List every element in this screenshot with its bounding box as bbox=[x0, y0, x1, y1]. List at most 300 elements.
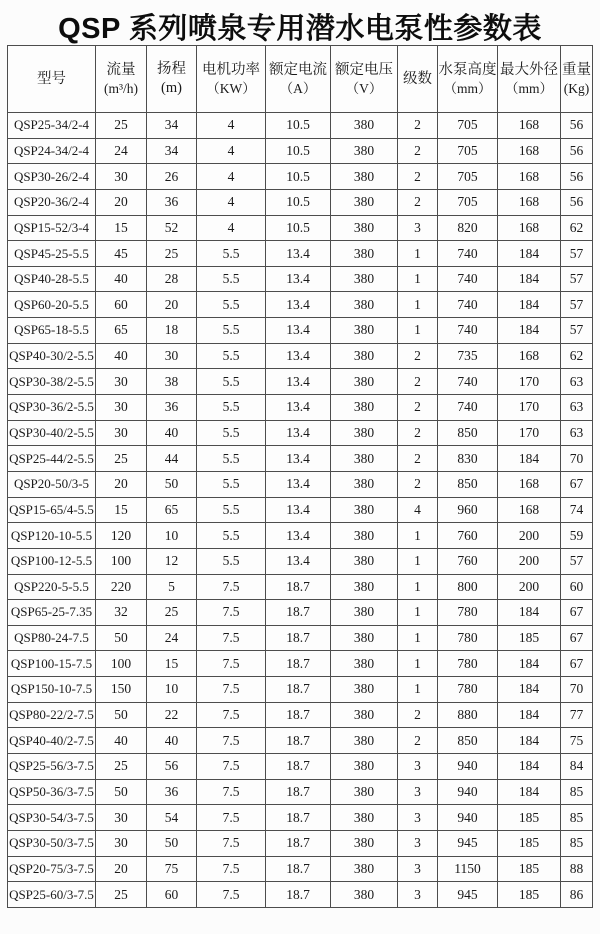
cell-flow: 25 bbox=[96, 446, 147, 472]
table-row bbox=[8, 241, 593, 267]
cell-stages: 1 bbox=[398, 600, 438, 626]
cell-head: 44 bbox=[147, 446, 197, 472]
cell-max-diameter: 184 bbox=[498, 292, 561, 318]
cell-pump-height: 740 bbox=[438, 318, 498, 344]
table-row bbox=[8, 292, 593, 318]
cell-flow: 50 bbox=[96, 625, 147, 651]
table-row bbox=[8, 625, 593, 651]
cell-motor-power: 7.5 bbox=[197, 779, 266, 805]
cell-motor-power: 5.5 bbox=[197, 446, 266, 472]
cell-max-diameter: 168 bbox=[498, 215, 561, 241]
cell-weight: 57 bbox=[561, 318, 593, 344]
cell-rated-voltage: 380 bbox=[331, 600, 398, 626]
column-header bbox=[438, 46, 498, 113]
cell-motor-power: 7.5 bbox=[197, 754, 266, 780]
cell-model: QSP120-10-5.5 bbox=[8, 523, 96, 549]
cell-max-diameter: 168 bbox=[498, 189, 561, 215]
cell-stages: 1 bbox=[398, 651, 438, 677]
cell-max-diameter: 168 bbox=[498, 138, 561, 164]
cell-flow: 120 bbox=[96, 523, 147, 549]
cell-rated-voltage: 380 bbox=[331, 446, 398, 472]
column-header-line2: （mm） bbox=[504, 80, 553, 96]
cell-max-diameter: 184 bbox=[498, 677, 561, 703]
cell-pump-height: 780 bbox=[438, 625, 498, 651]
table-row bbox=[8, 600, 593, 626]
cell-model: QSP220-5-5.5 bbox=[8, 574, 96, 600]
cell-pump-height: 940 bbox=[438, 754, 498, 780]
cell-max-diameter: 184 bbox=[498, 702, 561, 728]
cell-flow: 40 bbox=[96, 343, 147, 369]
table-row bbox=[8, 266, 593, 292]
cell-rated-current: 18.7 bbox=[266, 651, 331, 677]
cell-head: 36 bbox=[147, 779, 197, 805]
cell-max-diameter: 170 bbox=[498, 420, 561, 446]
cell-rated-current: 18.7 bbox=[266, 574, 331, 600]
cell-stages: 2 bbox=[398, 702, 438, 728]
cell-pump-height: 940 bbox=[438, 805, 498, 831]
cell-rated-voltage: 380 bbox=[331, 805, 398, 831]
page-title: QSP 系列喷泉专用潜水电泵性参数表 bbox=[58, 13, 542, 45]
cell-rated-voltage: 380 bbox=[331, 395, 398, 421]
cell-motor-power: 7.5 bbox=[197, 574, 266, 600]
cell-head: 34 bbox=[147, 113, 197, 139]
cell-rated-voltage: 380 bbox=[331, 369, 398, 395]
cell-weight: 56 bbox=[561, 189, 593, 215]
cell-model: QSP80-24-7.5 bbox=[8, 625, 96, 651]
cell-rated-voltage: 380 bbox=[331, 138, 398, 164]
cell-stages: 2 bbox=[398, 343, 438, 369]
cell-motor-power: 4 bbox=[197, 215, 266, 241]
cell-rated-voltage: 380 bbox=[331, 728, 398, 754]
column-header-line2: (Kg) bbox=[563, 80, 590, 96]
cell-model: QSP80-22/2-7.5 bbox=[8, 702, 96, 728]
table-row bbox=[8, 189, 593, 215]
cell-rated-voltage: 380 bbox=[331, 830, 398, 856]
cell-stages: 2 bbox=[398, 138, 438, 164]
cell-model: QSP65-25-7.35 bbox=[8, 600, 96, 626]
cell-rated-current: 18.7 bbox=[266, 728, 331, 754]
cell-stages: 3 bbox=[398, 856, 438, 882]
cell-pump-height: 830 bbox=[438, 446, 498, 472]
cell-stages: 3 bbox=[398, 882, 438, 908]
cell-head: 65 bbox=[147, 497, 197, 523]
cell-head: 54 bbox=[147, 805, 197, 831]
cell-head: 52 bbox=[147, 215, 197, 241]
cell-pump-height: 945 bbox=[438, 830, 498, 856]
cell-rated-voltage: 380 bbox=[331, 677, 398, 703]
cell-max-diameter: 200 bbox=[498, 523, 561, 549]
column-header bbox=[331, 46, 398, 113]
cell-flow: 24 bbox=[96, 138, 147, 164]
cell-pump-height: 760 bbox=[438, 548, 498, 574]
cell-weight: 75 bbox=[561, 728, 593, 754]
cell-weight: 84 bbox=[561, 754, 593, 780]
cell-flow: 40 bbox=[96, 728, 147, 754]
cell-rated-voltage: 380 bbox=[331, 420, 398, 446]
cell-rated-voltage: 380 bbox=[331, 318, 398, 344]
cell-flow: 45 bbox=[96, 241, 147, 267]
cell-pump-height: 800 bbox=[438, 574, 498, 600]
cell-model: QSP25-60/3-7.5 bbox=[8, 882, 96, 908]
cell-model: QSP30-40/2-5.5 bbox=[8, 420, 96, 446]
cell-pump-height: 780 bbox=[438, 651, 498, 677]
cell-weight: 62 bbox=[561, 215, 593, 241]
cell-max-diameter: 200 bbox=[498, 574, 561, 600]
cell-flow: 30 bbox=[96, 830, 147, 856]
cell-pump-height: 735 bbox=[438, 343, 498, 369]
cell-stages: 2 bbox=[398, 728, 438, 754]
cell-pump-height: 850 bbox=[438, 420, 498, 446]
cell-max-diameter: 168 bbox=[498, 113, 561, 139]
cell-max-diameter: 200 bbox=[498, 548, 561, 574]
table-row bbox=[8, 702, 593, 728]
cell-max-diameter: 185 bbox=[498, 830, 561, 856]
column-header-line2: (m³/h) bbox=[103, 80, 139, 96]
cell-motor-power: 4 bbox=[197, 164, 266, 190]
cell-weight: 67 bbox=[561, 471, 593, 497]
cell-flow: 40 bbox=[96, 266, 147, 292]
cell-flow: 65 bbox=[96, 318, 147, 344]
cell-model: QSP25-56/3-7.5 bbox=[8, 754, 96, 780]
cell-model: QSP50-36/3-7.5 bbox=[8, 779, 96, 805]
column-header-line1: 额定电流 bbox=[269, 61, 327, 78]
cell-stages: 4 bbox=[398, 497, 438, 523]
cell-stages: 1 bbox=[398, 548, 438, 574]
table-row bbox=[8, 574, 593, 600]
table-row bbox=[8, 779, 593, 805]
cell-rated-voltage: 380 bbox=[331, 471, 398, 497]
cell-stages: 1 bbox=[398, 523, 438, 549]
cell-rated-voltage: 380 bbox=[331, 651, 398, 677]
cell-head: 36 bbox=[147, 395, 197, 421]
table-body bbox=[8, 113, 593, 908]
cell-head: 50 bbox=[147, 830, 197, 856]
cell-head: 12 bbox=[147, 548, 197, 574]
cell-rated-current: 18.7 bbox=[266, 600, 331, 626]
cell-motor-power: 5.5 bbox=[197, 420, 266, 446]
cell-head: 60 bbox=[147, 882, 197, 908]
cell-weight: 57 bbox=[561, 292, 593, 318]
cell-max-diameter: 170 bbox=[498, 369, 561, 395]
cell-stages: 1 bbox=[398, 574, 438, 600]
cell-flow: 15 bbox=[96, 215, 147, 241]
cell-model: QSP100-15-7.5 bbox=[8, 651, 96, 677]
column-header bbox=[498, 46, 561, 113]
table-row bbox=[8, 113, 593, 139]
cell-motor-power: 5.5 bbox=[197, 548, 266, 574]
cell-rated-voltage: 380 bbox=[331, 113, 398, 139]
cell-model: QSP24-34/2-4 bbox=[8, 138, 96, 164]
cell-weight: 63 bbox=[561, 369, 593, 395]
column-header-line1: 重量 bbox=[562, 61, 591, 78]
cell-head: 26 bbox=[147, 164, 197, 190]
cell-head: 24 bbox=[147, 625, 197, 651]
column-header bbox=[398, 46, 438, 113]
table-row bbox=[8, 446, 593, 472]
cell-rated-voltage: 380 bbox=[331, 702, 398, 728]
cell-pump-height: 1150 bbox=[438, 856, 498, 882]
cell-motor-power: 7.5 bbox=[197, 600, 266, 626]
column-header-line1: 扬程(m) bbox=[157, 61, 186, 96]
cell-stages: 2 bbox=[398, 189, 438, 215]
cell-motor-power: 4 bbox=[197, 189, 266, 215]
cell-stages: 2 bbox=[398, 369, 438, 395]
cell-motor-power: 5.5 bbox=[197, 523, 266, 549]
column-header-line1: 水泵高度 bbox=[438, 61, 497, 78]
cell-rated-current: 10.5 bbox=[266, 164, 331, 190]
cell-max-diameter: 185 bbox=[498, 856, 561, 882]
cell-motor-power: 5.5 bbox=[197, 497, 266, 523]
table-row bbox=[8, 523, 593, 549]
column-header-line2: （V） bbox=[345, 80, 383, 96]
cell-flow: 30 bbox=[96, 164, 147, 190]
table-row bbox=[8, 754, 593, 780]
cell-pump-height: 780 bbox=[438, 677, 498, 703]
cell-weight: 62 bbox=[561, 343, 593, 369]
cell-rated-current: 10.5 bbox=[266, 215, 331, 241]
cell-motor-power: 5.5 bbox=[197, 343, 266, 369]
cell-rated-current: 10.5 bbox=[266, 113, 331, 139]
cell-stages: 1 bbox=[398, 625, 438, 651]
cell-weight: 77 bbox=[561, 702, 593, 728]
cell-pump-height: 960 bbox=[438, 497, 498, 523]
cell-max-diameter: 184 bbox=[498, 266, 561, 292]
cell-rated-voltage: 380 bbox=[331, 189, 398, 215]
cell-stages: 2 bbox=[398, 395, 438, 421]
cell-rated-voltage: 380 bbox=[331, 292, 398, 318]
cell-max-diameter: 184 bbox=[498, 651, 561, 677]
cell-max-diameter: 170 bbox=[498, 395, 561, 421]
cell-rated-voltage: 380 bbox=[331, 497, 398, 523]
cell-rated-current: 18.7 bbox=[266, 830, 331, 856]
cell-weight: 67 bbox=[561, 625, 593, 651]
cell-rated-current: 10.5 bbox=[266, 138, 331, 164]
cell-model: QSP30-54/3-7.5 bbox=[8, 805, 96, 831]
cell-weight: 63 bbox=[561, 395, 593, 421]
cell-rated-voltage: 380 bbox=[331, 343, 398, 369]
cell-head: 30 bbox=[147, 343, 197, 369]
cell-model: QSP25-44/2-5.5 bbox=[8, 446, 96, 472]
cell-rated-current: 18.7 bbox=[266, 625, 331, 651]
cell-flow: 100 bbox=[96, 548, 147, 574]
table-row bbox=[8, 343, 593, 369]
cell-motor-power: 5.5 bbox=[197, 395, 266, 421]
cell-stages: 1 bbox=[398, 677, 438, 703]
cell-max-diameter: 168 bbox=[498, 343, 561, 369]
cell-pump-height: 880 bbox=[438, 702, 498, 728]
cell-rated-current: 18.7 bbox=[266, 882, 331, 908]
cell-rated-voltage: 380 bbox=[331, 241, 398, 267]
cell-weight: 67 bbox=[561, 600, 593, 626]
cell-flow: 25 bbox=[96, 882, 147, 908]
cell-rated-voltage: 380 bbox=[331, 574, 398, 600]
cell-motor-power: 7.5 bbox=[197, 651, 266, 677]
cell-rated-current: 18.7 bbox=[266, 805, 331, 831]
cell-flow: 100 bbox=[96, 651, 147, 677]
column-header-line2: （A） bbox=[279, 80, 317, 96]
cell-weight: 57 bbox=[561, 548, 593, 574]
header-row bbox=[8, 46, 593, 113]
cell-max-diameter: 184 bbox=[498, 446, 561, 472]
cell-pump-height: 705 bbox=[438, 189, 498, 215]
cell-model: QSP45-25-5.5 bbox=[8, 241, 96, 267]
cell-stages: 1 bbox=[398, 266, 438, 292]
table-row bbox=[8, 395, 593, 421]
cell-flow: 50 bbox=[96, 702, 147, 728]
cell-rated-current: 13.4 bbox=[266, 241, 331, 267]
table-row bbox=[8, 651, 593, 677]
table-row bbox=[8, 830, 593, 856]
cell-motor-power: 7.5 bbox=[197, 677, 266, 703]
table-row bbox=[8, 420, 593, 446]
cell-head: 40 bbox=[147, 420, 197, 446]
cell-weight: 56 bbox=[561, 113, 593, 139]
cell-motor-power: 7.5 bbox=[197, 625, 266, 651]
cell-rated-current: 13.4 bbox=[266, 420, 331, 446]
pump-parameters-table bbox=[7, 45, 593, 908]
cell-model: QSP40-28-5.5 bbox=[8, 266, 96, 292]
cell-motor-power: 7.5 bbox=[197, 882, 266, 908]
cell-rated-voltage: 380 bbox=[331, 779, 398, 805]
cell-motor-power: 7.5 bbox=[197, 702, 266, 728]
cell-rated-voltage: 380 bbox=[331, 548, 398, 574]
cell-head: 40 bbox=[147, 728, 197, 754]
cell-flow: 15 bbox=[96, 497, 147, 523]
cell-head: 34 bbox=[147, 138, 197, 164]
cell-rated-current: 13.4 bbox=[266, 471, 331, 497]
cell-rated-current: 18.7 bbox=[266, 856, 331, 882]
cell-motor-power: 7.5 bbox=[197, 856, 266, 882]
cell-model: QSP30-50/3-7.5 bbox=[8, 830, 96, 856]
cell-model: QSP30-36/2-5.5 bbox=[8, 395, 96, 421]
cell-weight: 86 bbox=[561, 882, 593, 908]
cell-model: QSP30-26/2-4 bbox=[8, 164, 96, 190]
cell-flow: 30 bbox=[96, 369, 147, 395]
cell-flow: 60 bbox=[96, 292, 147, 318]
cell-motor-power: 7.5 bbox=[197, 805, 266, 831]
table-row bbox=[8, 215, 593, 241]
cell-weight: 74 bbox=[561, 497, 593, 523]
table-row bbox=[8, 471, 593, 497]
cell-pump-height: 705 bbox=[438, 113, 498, 139]
cell-max-diameter: 184 bbox=[498, 728, 561, 754]
cell-rated-current: 18.7 bbox=[266, 702, 331, 728]
cell-max-diameter: 185 bbox=[498, 625, 561, 651]
column-header bbox=[96, 46, 147, 113]
cell-rated-current: 18.7 bbox=[266, 779, 331, 805]
cell-head: 20 bbox=[147, 292, 197, 318]
cell-pump-height: 850 bbox=[438, 471, 498, 497]
table-row bbox=[8, 677, 593, 703]
cell-model: QSP40-30/2-5.5 bbox=[8, 343, 96, 369]
cell-motor-power: 4 bbox=[197, 138, 266, 164]
cell-motor-power: 4 bbox=[197, 113, 266, 139]
cell-flow: 30 bbox=[96, 395, 147, 421]
column-header-line1: 流量 bbox=[106, 61, 136, 78]
column-header-line2: （KW） bbox=[206, 80, 256, 96]
cell-stages: 3 bbox=[398, 830, 438, 856]
cell-model: QSP60-20-5.5 bbox=[8, 292, 96, 318]
cell-pump-height: 940 bbox=[438, 779, 498, 805]
cell-weight: 70 bbox=[561, 446, 593, 472]
cell-motor-power: 5.5 bbox=[197, 266, 266, 292]
cell-model: QSP30-38/2-5.5 bbox=[8, 369, 96, 395]
column-header bbox=[561, 46, 593, 113]
cell-max-diameter: 184 bbox=[498, 241, 561, 267]
cell-model: QSP100-12-5.5 bbox=[8, 548, 96, 574]
cell-head: 22 bbox=[147, 702, 197, 728]
cell-weight: 56 bbox=[561, 138, 593, 164]
cell-pump-height: 705 bbox=[438, 164, 498, 190]
cell-pump-height: 780 bbox=[438, 600, 498, 626]
cell-flow: 30 bbox=[96, 805, 147, 831]
cell-weight: 67 bbox=[561, 651, 593, 677]
cell-model: QSP40-40/2-7.5 bbox=[8, 728, 96, 754]
cell-rated-current: 13.4 bbox=[266, 395, 331, 421]
cell-rated-current: 13.4 bbox=[266, 446, 331, 472]
cell-weight: 88 bbox=[561, 856, 593, 882]
cell-rated-current: 18.7 bbox=[266, 754, 331, 780]
cell-stages: 2 bbox=[398, 420, 438, 446]
cell-model: QSP150-10-7.5 bbox=[8, 677, 96, 703]
table-row bbox=[8, 497, 593, 523]
cell-motor-power: 5.5 bbox=[197, 292, 266, 318]
cell-weight: 57 bbox=[561, 241, 593, 267]
cell-motor-power: 7.5 bbox=[197, 830, 266, 856]
cell-flow: 30 bbox=[96, 420, 147, 446]
cell-head: 18 bbox=[147, 318, 197, 344]
cell-motor-power: 5.5 bbox=[197, 369, 266, 395]
cell-head: 15 bbox=[147, 651, 197, 677]
cell-model: QSP65-18-5.5 bbox=[8, 318, 96, 344]
cell-rated-current: 13.4 bbox=[266, 343, 331, 369]
cell-stages: 3 bbox=[398, 805, 438, 831]
cell-head: 10 bbox=[147, 677, 197, 703]
cell-model: QSP15-52/3-4 bbox=[8, 215, 96, 241]
cell-head: 38 bbox=[147, 369, 197, 395]
column-header-line1: 最大外径 bbox=[500, 61, 558, 78]
cell-weight: 63 bbox=[561, 420, 593, 446]
cell-head: 28 bbox=[147, 266, 197, 292]
table-row bbox=[8, 318, 593, 344]
cell-stages: 2 bbox=[398, 113, 438, 139]
column-header-line1: 电机功率 bbox=[202, 61, 260, 78]
column-header-line1: 级数 bbox=[403, 70, 432, 87]
cell-stages: 2 bbox=[398, 446, 438, 472]
cell-rated-current: 13.4 bbox=[266, 292, 331, 318]
cell-motor-power: 5.5 bbox=[197, 241, 266, 267]
cell-max-diameter: 184 bbox=[498, 318, 561, 344]
cell-flow: 220 bbox=[96, 574, 147, 600]
cell-head: 10 bbox=[147, 523, 197, 549]
cell-max-diameter: 184 bbox=[498, 779, 561, 805]
cell-head: 5 bbox=[147, 574, 197, 600]
cell-weight: 70 bbox=[561, 677, 593, 703]
cell-rated-voltage: 380 bbox=[331, 882, 398, 908]
cell-rated-current: 18.7 bbox=[266, 677, 331, 703]
cell-stages: 2 bbox=[398, 471, 438, 497]
cell-max-diameter: 184 bbox=[498, 600, 561, 626]
cell-head: 50 bbox=[147, 471, 197, 497]
cell-stages: 3 bbox=[398, 754, 438, 780]
cell-head: 36 bbox=[147, 189, 197, 215]
cell-flow: 25 bbox=[96, 113, 147, 139]
cell-flow: 20 bbox=[96, 471, 147, 497]
cell-pump-height: 740 bbox=[438, 266, 498, 292]
cell-head: 75 bbox=[147, 856, 197, 882]
cell-max-diameter: 168 bbox=[498, 471, 561, 497]
cell-flow: 25 bbox=[96, 754, 147, 780]
